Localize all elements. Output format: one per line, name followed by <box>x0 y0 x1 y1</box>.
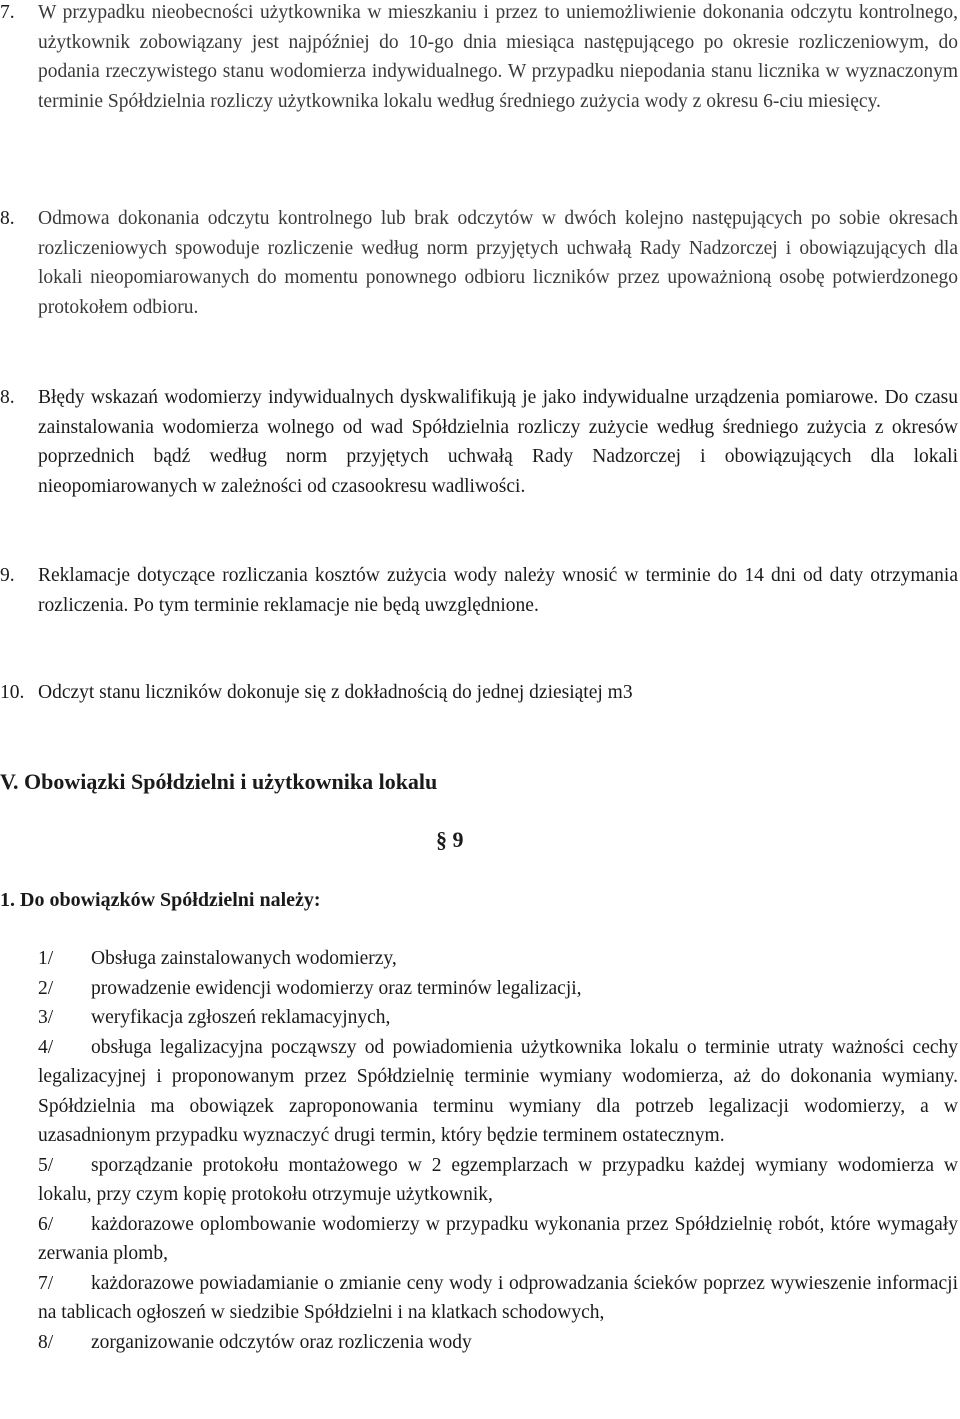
list-item-text: każdorazowe powiadamianie o zmianie ceny wody i odprowadzania ścieków poprzez wywieszenie informacji na tablicach ogłoszeń w siedzibie Spółdzielni i na klatkach schodowych, <box>38 1272 958 1323</box>
list-item <box>0 974 958 1004</box>
list-item <box>0 944 958 974</box>
list-item <box>0 1003 958 1033</box>
paragraph-10 <box>0 678 958 708</box>
paragraph-text: W przypadku nieobecności użytkownika w mieszkaniu i przez to uniemożliwienie dokonania odczytu kontrolnego, użytkownik zobowiązany jest najpóźniej do 10-go dnia miesiąca następującego po okresie rozliczeniowym, do podania rzeczywistego stanu wodomierza indywidualnego. W przypadku niepodania stanu licznika w wyznaczonym terminie Spółdzielnia rozliczy użytkownika lokalu według średniego zużycia wody z okresu 6-ciu miesięcy. <box>38 2 958 112</box>
list-item <box>0 1210 958 1269</box>
list-item-text: każdorazowe oplombowanie wodomierzy w przypadku wykonania przez Spółdzielnię robót, które wymagały zerwania plomb, <box>38 1213 958 1264</box>
obligations-list <box>0 944 958 1357</box>
list-marker: 4/ <box>38 1036 54 1058</box>
list-item-text: obsługa legalizacyjna począwszy od powiadomienia użytkownika lokalu o terminie utraty ważności cechy legalizacyjnej i proponowanym przez Spółdzielnię terminie wymiany wodomierza, aż do dokonania wymiany. Spółdzielnia ma obowiązek zaproponowania terminu wymiany dla potrzeb legalizacji wodomierzy, a w uzasadnionym przypadku wyznaczyć drugi termin, który będzie terminem ostatecznym. <box>38 1036 958 1146</box>
list-item <box>0 1328 958 1358</box>
paragraph-9 <box>0 561 958 620</box>
list-marker: 6/ <box>38 1213 54 1235</box>
paragraph-text: Odczyt stanu liczników dokonuje się z dokładnością do jednej dziesiątej m3 <box>38 682 633 703</box>
list-marker: 5/ <box>38 1154 54 1176</box>
section-number: § 9 <box>436 827 464 852</box>
list-item-text: zorganizowanie odczytów oraz rozliczenia wody <box>91 1331 472 1353</box>
list-item-text: prowadzenie ewidencji wodomierzy oraz terminów legalizacji, <box>91 977 582 999</box>
paragraph-7 <box>0 0 958 116</box>
list-marker: 2/ <box>38 977 54 999</box>
subsection-heading: 1. Do obowiązków Spółdzielni należy: <box>0 889 321 911</box>
paragraph-8-errors <box>0 383 958 501</box>
paragraph-text: Odmowa dokonania odczytu kontrolnego lub brak odczytów w dwóch kolejno następujących po sobie okresach rozliczeniowych spowoduje rozliczenie według norm przyjętych uchwałą Rady Nadzorczej i obowiązujących dla lokali nieopomiarowanych do momentu ponownego odbioru liczników przez upoważnioną osobę potwierdzonego protokołem odbioru. <box>38 208 958 318</box>
list-marker: 7/ <box>38 1272 54 1294</box>
paragraph-number: 9. <box>0 565 15 586</box>
paragraph-number: 8. <box>0 208 15 229</box>
paragraph-number: 8. <box>0 387 15 408</box>
paragraph-text: Reklamacje dotyczące rozliczania kosztów zużycia wody należy wnosić w terminie do 14 dni od daty otrzymania rozliczenia. Po tym terminie reklamacje nie będą uwzględnione. <box>38 565 958 616</box>
paragraph-number: 7. <box>0 2 15 23</box>
list-marker: 1/ <box>38 948 54 969</box>
list-marker: 8/ <box>38 1331 54 1353</box>
list-item <box>0 1151 958 1210</box>
section-heading: V. Obowiązki Spółdzielni i użytkownika lokalu <box>0 769 438 794</box>
paragraph-text: Błędy wskazań wodomierzy indywidualnych dyskwalifikują je jako indywidualne urządzenia pomiarowe. Do czasu zainstalowania wodomierza wolnego od wad Spółdzielnia rozliczy zużycie według średniego zużycia z okresów poprzednich bądź według norm przyjętych uchwałą Rady Nadzorczej i obowiązujących dla lokali nieopomiarowanych w zależności od czasookresu wadliwości. <box>38 387 958 497</box>
list-item <box>0 1033 958 1151</box>
paragraph-number: 10. <box>0 682 25 703</box>
list-item-text: sporządzanie protokołu montażowego w 2 egzemplarzach w przypadku każdej wymiany wodomierza w lokalu, przy czym kopię protokołu otrzymuje użytkownik, <box>38 1154 958 1205</box>
paragraph-8-refusal <box>0 204 958 322</box>
list-item-text: weryfikacja zgłoszeń reklamacyjnych, <box>91 1007 391 1028</box>
list-marker: 3/ <box>38 1007 54 1028</box>
list-item <box>0 1269 958 1328</box>
list-item-text: Obsługa zainstalowanych wodomierzy, <box>91 948 397 969</box>
